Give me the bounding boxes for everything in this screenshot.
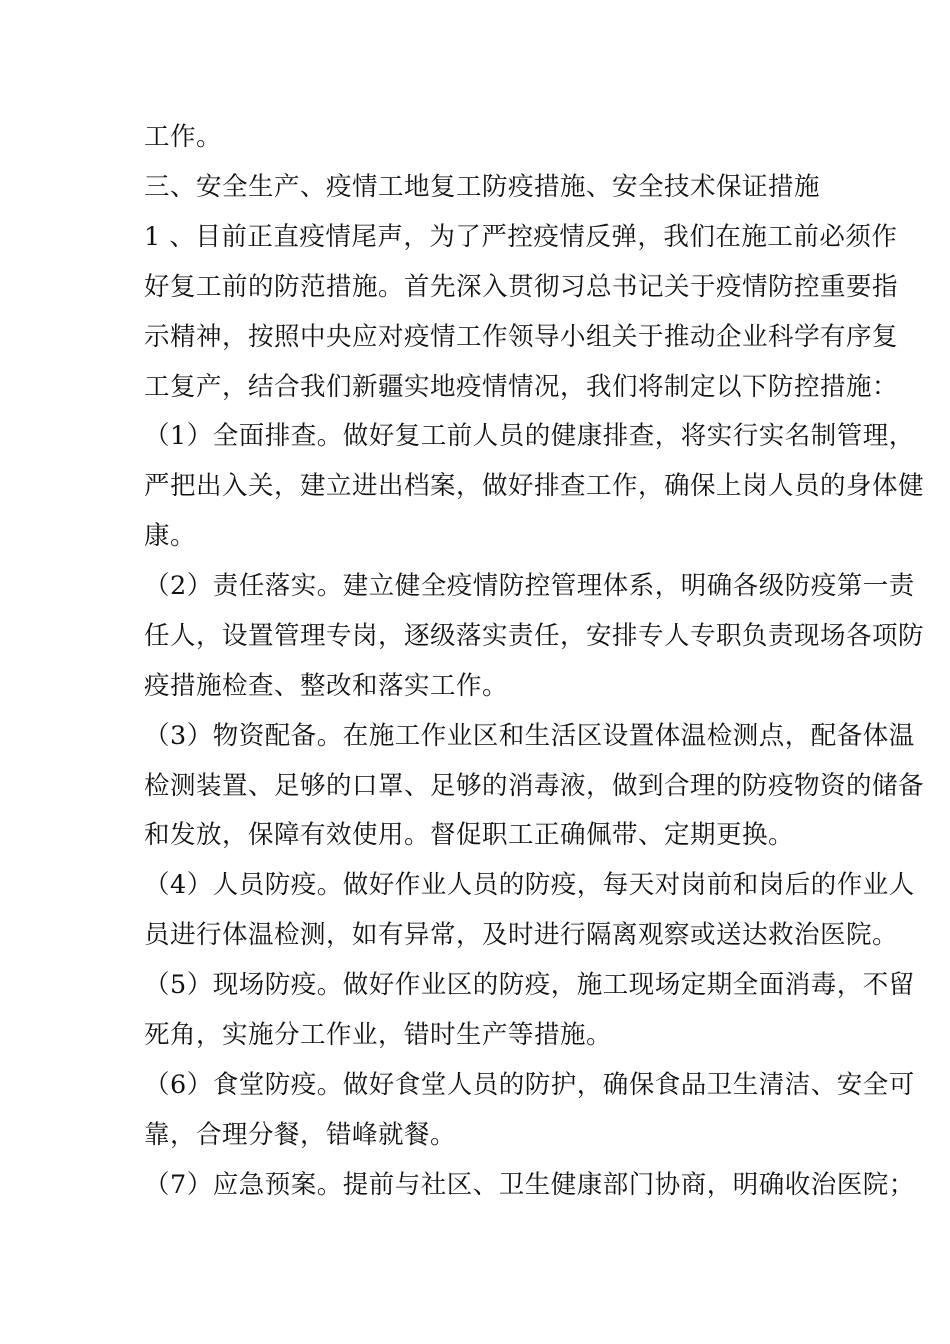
text-line: 康。	[144, 521, 197, 551]
text-line: 工作。	[144, 122, 223, 152]
text-line: 死角，实施分工作业，错时生产等措施。	[144, 1020, 613, 1050]
text-line: 好复工前的防范措施。首先深入贯彻习总书记关于疫情防控重要指	[144, 272, 899, 302]
text-line: 疫措施检查、整改和落实工作。	[144, 671, 509, 701]
text-line: （5）现场防疫。做好作业区的防疫，施工现场定期全面消毒，不留	[144, 970, 915, 1000]
text-line: （2）责任落实。建立健全疫情防控管理体系，明确各级防疫第一责	[144, 571, 915, 601]
text-line: （1）全面排查。做好复工前人员的健康排查，将实行实名制管理，	[144, 421, 915, 451]
text-line: 员进行体温检测，如有异常，及时进行隔离观察或送达救治医院。	[144, 920, 899, 950]
text-line: 任人，设置管理专岗，逐级落实责任，安排专人专职负责现场各项防	[144, 621, 925, 651]
text-line: （4）人员防疫。做好作业人员的防疫，每天对岗前和岗后的作业人	[144, 870, 915, 900]
text-line: 和发放，保障有效使用。督促职工正确佩带、定期更换。	[144, 820, 795, 850]
text-line: 1 、目前正直疫情尾声，为了严控疫情反弹，我们在施工前必须作	[144, 222, 898, 252]
text-line: 检测装置、足够的口罩、足够的消毒液，做到合理的防疫物资的储备	[144, 771, 925, 801]
text-line: 严把出入关，建立进出档案，做好排查工作，确保上岗人员的身体健	[144, 471, 925, 501]
section-heading: 三、安全生产、疫情工地复工防疫措施、安全技术保证措施	[144, 172, 821, 202]
text-line: （7）应急预案。提前与社区、卫生健康部门协商，明确收治医院；	[144, 1170, 915, 1200]
text-line: （3）物资配备。在施工作业区和生活区设置体温检测点，配备体温	[144, 721, 915, 751]
text-line: （6）食堂防疫。做好食堂人员的防护，确保食品卫生清洁、安全可	[144, 1070, 915, 1100]
text-line: 工复产，结合我们新疆实地疫情情况，我们将制定以下防控措施：	[144, 372, 899, 402]
text-line: 示精神，按照中央应对疫情工作领导小组关于推动企业科学有序复	[144, 322, 899, 352]
text-line: 靠，合理分餐，错峰就餐。	[144, 1120, 457, 1150]
